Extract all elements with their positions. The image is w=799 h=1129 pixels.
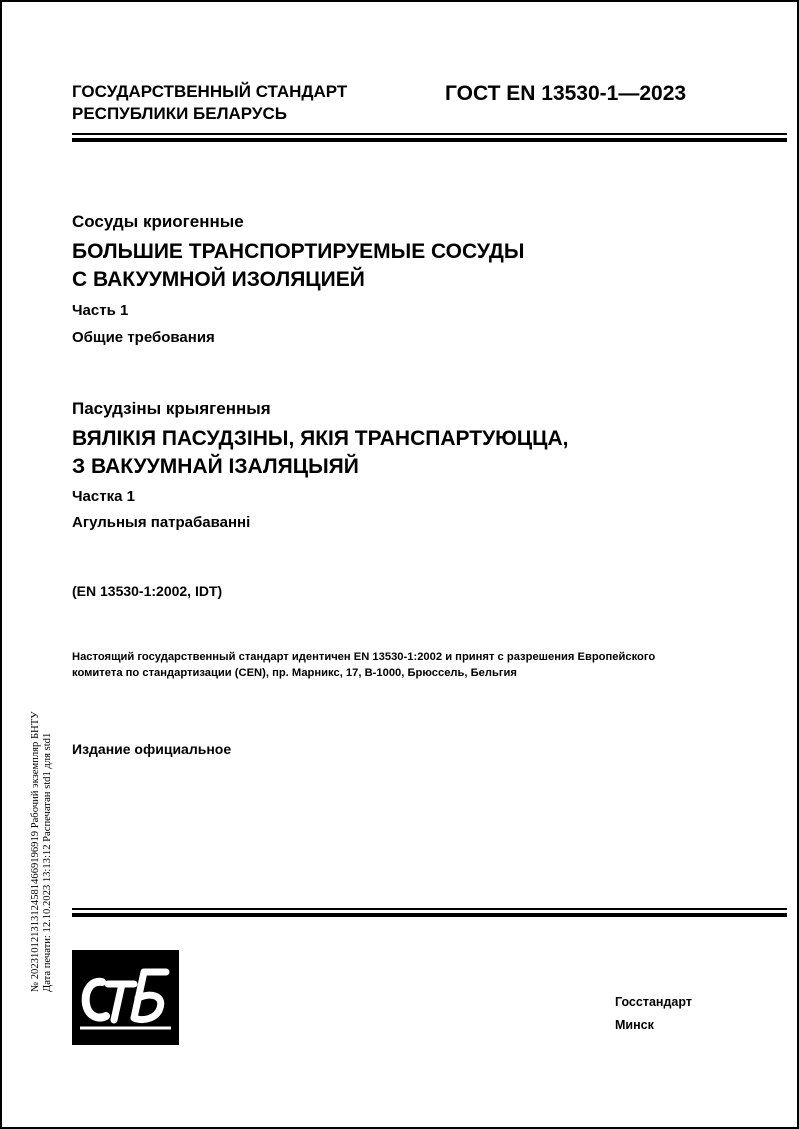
be-title-line-2: З ВАКУУМНАЙ ІЗАЛЯЦЫЯЙ xyxy=(72,455,359,478)
be-part: Частка 1 xyxy=(72,488,135,505)
ru-category: Сосуды криогенные xyxy=(72,212,244,231)
ru-part: Часть 1 xyxy=(72,302,129,319)
print-stamp-line-2: Дата печати: 12.10.2023 13:13:12 Распечатан std1 для std1 xyxy=(42,732,53,992)
header-rule-thick xyxy=(72,138,787,142)
edition-label: Издание официальное xyxy=(72,741,232,757)
footer-rule-thick xyxy=(72,913,787,917)
publisher-name: Госстандарт xyxy=(615,995,692,1009)
publisher-city: Минск xyxy=(615,1018,654,1032)
ru-subtitle: Общие требования xyxy=(72,329,215,346)
ru-title-line-1: БОЛЬШИЕ ТРАНСПОРТИРУЕМЫЕ СОСУДЫ xyxy=(72,240,525,263)
authority-line-1: ГОСУДАРСТВЕННЫЙ СТАНДАРТ xyxy=(72,82,348,101)
ru-title-line-2: С ВАКУУМНОЙ ИЗОЛЯЦИЕЙ xyxy=(72,268,365,291)
header-rule-thin xyxy=(72,133,787,135)
identity-note-line-2: комитета по стандартизации (CEN), пр. Марникс, 17, B-1000, Брюссель, Бельгия xyxy=(72,667,517,679)
print-stamp-line-1: № 2023101213131245814669196919 Рабочий экземпляр БНТУ xyxy=(30,711,41,992)
standard-designation: ГОСТ EN 13530-1—2023 xyxy=(445,82,687,105)
footer-rule-thin xyxy=(72,908,787,910)
equivalence-reference: (EN 13530-1:2002, IDT) xyxy=(72,583,223,599)
authority-line-2: РЕСПУБЛИКИ БЕЛАРУСЬ xyxy=(72,104,287,123)
be-category: Пасудзіны крыягенныя xyxy=(72,399,271,418)
print-stamp xyxy=(30,592,54,992)
issuing-authority xyxy=(72,81,347,125)
be-title-line-1: ВЯЛІКІЯ ПАСУДЗІНЫ, ЯКІЯ ТРАНСПАРТУЮЦЦА, xyxy=(72,427,569,450)
stb-logo xyxy=(72,950,179,1045)
identity-note-line-1: Настоящий государственный стандарт идентичен EN 13530-1:2002 и принят с разрешения Европейского xyxy=(72,651,656,663)
be-subtitle: Агульныя патрабаванні xyxy=(72,514,251,531)
identity-note xyxy=(72,649,722,681)
